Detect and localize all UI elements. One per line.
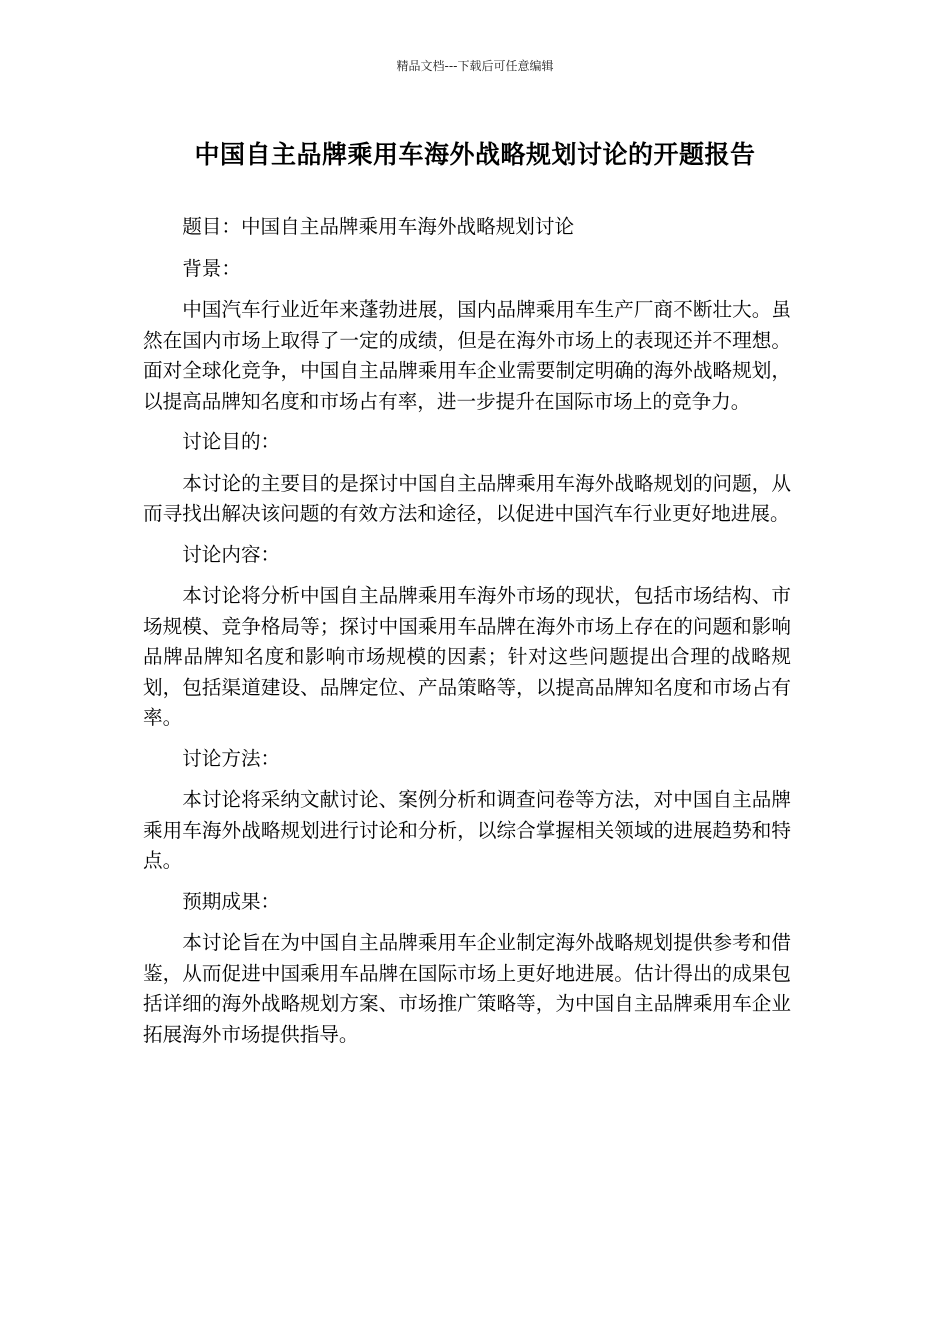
topic-line: 题目：中国自主品牌乘用车海外战略规划讨论 (182, 215, 575, 238)
purpose-paragraph: 本讨论的主要目的是探讨中国自主品牌乘用车海外战略规划的问题，从而寻找出解决该问题的有效方法和途径，以促进中国汽车行业更好地进展。 (143, 471, 791, 525)
content-heading: 讨论内容： (182, 542, 281, 566)
header-note: 精品文档---下载后可任意编辑 (396, 59, 554, 73)
method-heading: 讨论方法： (182, 746, 281, 770)
document-title: 中国自主品牌乘用车海外战略规划讨论的开题报告 (194, 140, 756, 169)
outcome-heading: 预期成果： (182, 889, 281, 913)
document-body (143, 212, 791, 1060)
method-paragraph: 本讨论将采纳文献讨论、案例分析和调查问卷等方法，对中国自主品牌乘用车海外战略规划进行讨论和分析，以综合掌握相关领域的进展趋势和特点。 (143, 788, 791, 872)
purpose-heading: 讨论目的： (182, 430, 281, 453)
content-paragraph: 本讨论将分析中国自主品牌乘用车海外市场的现状，包括市场结构、市场规模、竞争格局等；探讨中国乘用车品牌在海外市场上存在的问题和影响品牌品牌知名度和影响市场规模的因素；针对这些问题提出合理的战略规划，包括渠道建设、品牌定位、产品策略等，以提高品牌知名度和市场占有率。 (143, 584, 791, 729)
outcome-paragraph: 本讨论旨在为中国自主品牌乘用车企业制定海外战略规划提供参考和借鉴，从而促进中国乘用车品牌在国际市场上更好地进展。估计得出的成果包括详细的海外战略规划方案、市场推广策略等，为中国自主品牌乘用车企业拓展海外市场提供指导。 (143, 931, 791, 1046)
background-paragraph: 中国汽车行业近年来蓬勃进展，国内品牌乘用车生产厂商不断壮大。虽然在国内市场上取得了一定的成绩，但是在海外市场上的表现还并不理想。面对全球化竞争，中国自主品牌乘用车企业需要制定明确的海外战略规划，以提高品牌知名度和市场占有率，进一步提升在国际市场上的竞争力。 (143, 298, 791, 413)
background-heading: 背景： (182, 256, 241, 280)
